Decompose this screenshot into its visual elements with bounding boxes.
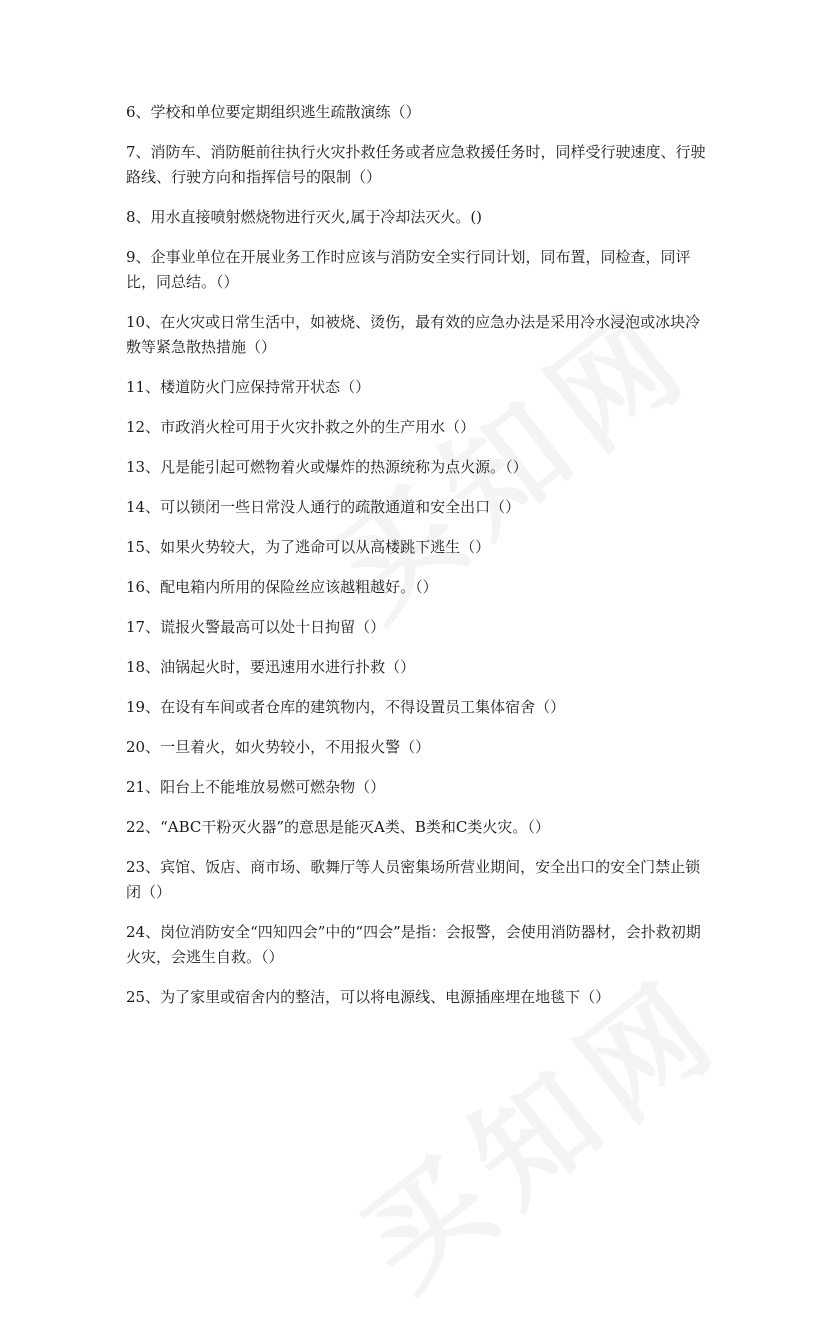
- question-item: 25、为了家里或宿舍内的整洁，可以将电源线、电源插座埋在地毯下（）: [126, 988, 611, 1006]
- question-item: 21、阳台上不能堆放易燃可燃杂物（）: [126, 778, 386, 796]
- question-item: 18、油锅起火时，要迅速用水进行扑救（）: [126, 658, 416, 676]
- question-item: 24、岗位消防安全“四知四会”中的“四会”是指：会报警，会使用消防器材，会扑救初期火灾，会逃生自救。（）: [126, 923, 701, 966]
- question-item: 17、谎报火警最高可以处十日拘留（）: [126, 618, 386, 636]
- question-item: 9、企事业单位在开展业务工作时应该与消防安全实行同计划，同布置，同检查，同评比，同总结。（）: [126, 248, 691, 291]
- question-item: 11、楼道防火门应保持常开状态（）: [126, 378, 371, 396]
- question-item: 19、在设有车间或者仓库的建筑物内，不得设置员工集体宿舍（）: [126, 698, 566, 716]
- question-item: 6、学校和单位要定期组织逃生疏散演练（）: [126, 103, 421, 121]
- question-item: 13、凡是能引起可燃物着火或爆炸的热源统称为点火源。（）: [126, 458, 528, 476]
- question-item: 16、配电箱内所用的保险丝应该越粗越好。（）: [126, 578, 438, 596]
- question-list: [126, 100, 706, 1025]
- question-item: 8、用水直接喷射燃烧物进行灭火,属于冷却法灭火。(): [126, 208, 483, 226]
- question-item: 12、市政消火栓可用于火灾扑救之外的生产用水（）: [126, 418, 476, 436]
- question-item: 23、宾馆、饭店、商市场、歌舞厅等人员密集场所营业期间，安全出口的安全门禁止锁闭（）: [126, 858, 701, 901]
- question-item: 15、如果火势较大，为了逃命可以从高楼跳下逃生（）: [126, 538, 491, 556]
- question-item: 7、消防车、消防艇前往执行火灾扑救任务或者应急救援任务时，同样受行驶速度、行驶路线、行驶方向和指挥信号的限制（）: [126, 143, 706, 186]
- question-item: 14、可以锁闭一些日常没人通行的疏散通道和安全出口（）: [126, 498, 521, 516]
- question-item: 20、一旦着火，如火势较小，不用报火警（）: [126, 738, 431, 756]
- question-item: 10、在火灾或日常生活中，如被烧、烫伤，最有效的应急办法是采用冷水浸泡或冰块冷敷等紧急散热措施（）: [126, 313, 701, 356]
- question-item: 22、“ABC干粉灭火器”的意思是能灭A类、B类和C类火灾。（）: [126, 818, 550, 836]
